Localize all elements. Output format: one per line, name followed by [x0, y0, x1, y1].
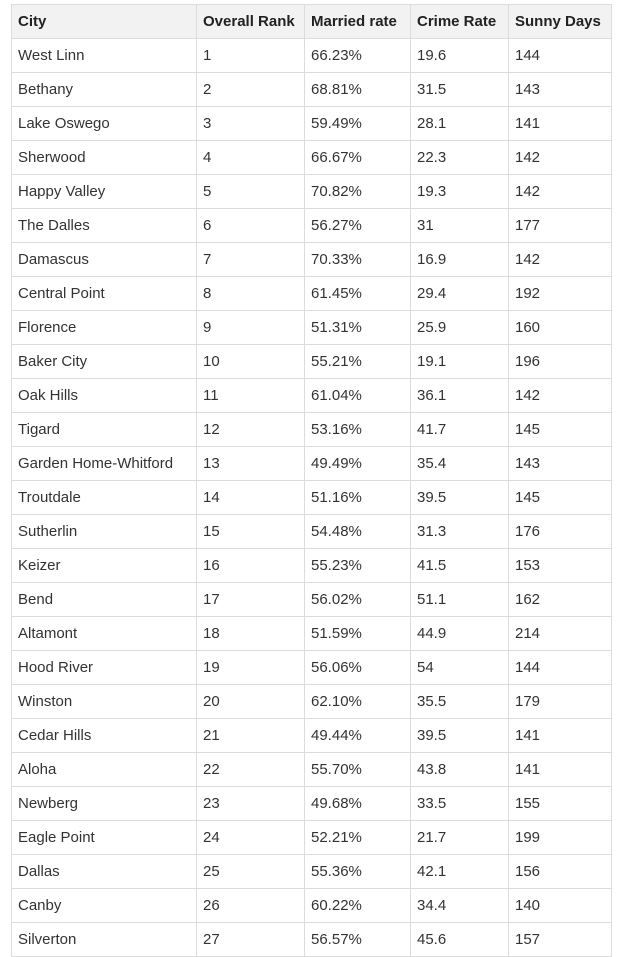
cell-sunny-days: 177: [509, 209, 612, 243]
cell-overall-rank: 25: [197, 855, 305, 889]
cell-overall-rank: 2: [197, 73, 305, 107]
cell-married-rate: 70.33%: [305, 243, 411, 277]
cell-crime-rate: 43.8: [411, 753, 509, 787]
cell-married-rate: 49.68%: [305, 787, 411, 821]
cell-sunny-days: 199: [509, 821, 612, 855]
cell-overall-rank: 10: [197, 345, 305, 379]
cell-sunny-days: 145: [509, 413, 612, 447]
cell-city: Newberg: [12, 787, 197, 821]
cell-sunny-days: 143: [509, 447, 612, 481]
cell-married-rate: 51.16%: [305, 481, 411, 515]
table-row: [12, 549, 612, 583]
cell-crime-rate: 36.1: [411, 379, 509, 413]
cell-city: Sherwood: [12, 141, 197, 175]
cell-crime-rate: 19.1: [411, 345, 509, 379]
table-row: [12, 311, 612, 345]
cell-married-rate: 56.27%: [305, 209, 411, 243]
cell-overall-rank: 11: [197, 379, 305, 413]
cell-city: Bethany: [12, 73, 197, 107]
cell-overall-rank: 16: [197, 549, 305, 583]
table-row: [12, 787, 612, 821]
cell-married-rate: 54.48%: [305, 515, 411, 549]
cell-crime-rate: 21.7: [411, 821, 509, 855]
header-city: City: [12, 5, 197, 39]
cell-overall-rank: 1: [197, 39, 305, 73]
cell-overall-rank: 21: [197, 719, 305, 753]
cell-sunny-days: 156: [509, 855, 612, 889]
cell-city: Damascus: [12, 243, 197, 277]
table-row: [12, 73, 612, 107]
table-row: [12, 481, 612, 515]
cell-overall-rank: 3: [197, 107, 305, 141]
table-row: [12, 39, 612, 73]
table-row: [12, 515, 612, 549]
cell-sunny-days: 141: [509, 107, 612, 141]
table-row: [12, 413, 612, 447]
cell-married-rate: 56.06%: [305, 651, 411, 685]
table-row: [12, 209, 612, 243]
cell-crime-rate: 28.1: [411, 107, 509, 141]
cell-crime-rate: 25.9: [411, 311, 509, 345]
cell-sunny-days: 142: [509, 141, 612, 175]
cell-crime-rate: 31.3: [411, 515, 509, 549]
cell-sunny-days: 196: [509, 345, 612, 379]
cell-sunny-days: 143: [509, 73, 612, 107]
table-row: [12, 243, 612, 277]
cell-overall-rank: 18: [197, 617, 305, 651]
cell-crime-rate: 22.3: [411, 141, 509, 175]
cell-overall-rank: 26: [197, 889, 305, 923]
cell-crime-rate: 29.4: [411, 277, 509, 311]
cell-crime-rate: 35.5: [411, 685, 509, 719]
table-row: [12, 685, 612, 719]
cell-married-rate: 49.49%: [305, 447, 411, 481]
cell-crime-rate: 19.6: [411, 39, 509, 73]
cell-sunny-days: 214: [509, 617, 612, 651]
cell-crime-rate: 42.1: [411, 855, 509, 889]
cell-city: Dallas: [12, 855, 197, 889]
cell-overall-rank: 20: [197, 685, 305, 719]
cell-married-rate: 60.22%: [305, 889, 411, 923]
cell-sunny-days: 160: [509, 311, 612, 345]
table-row: [12, 379, 612, 413]
cell-crime-rate: 31: [411, 209, 509, 243]
cell-city: Silverton: [12, 923, 197, 957]
cell-sunny-days: 162: [509, 583, 612, 617]
cell-overall-rank: 15: [197, 515, 305, 549]
table-row: [12, 107, 612, 141]
cell-married-rate: 66.67%: [305, 141, 411, 175]
cities-table: [11, 4, 612, 957]
cell-sunny-days: 141: [509, 753, 612, 787]
cell-city: Hood River: [12, 651, 197, 685]
cell-married-rate: 49.44%: [305, 719, 411, 753]
cities-table-container: [11, 4, 611, 957]
cell-sunny-days: 192: [509, 277, 612, 311]
cell-overall-rank: 22: [197, 753, 305, 787]
cell-married-rate: 68.81%: [305, 73, 411, 107]
cell-overall-rank: 9: [197, 311, 305, 345]
cell-married-rate: 55.23%: [305, 549, 411, 583]
cell-married-rate: 61.45%: [305, 277, 411, 311]
cell-sunny-days: 155: [509, 787, 612, 821]
cell-city: Keizer: [12, 549, 197, 583]
cell-overall-rank: 12: [197, 413, 305, 447]
table-body: [12, 39, 612, 957]
table-row: [12, 719, 612, 753]
cell-overall-rank: 6: [197, 209, 305, 243]
cell-married-rate: 62.10%: [305, 685, 411, 719]
cell-city: Winston: [12, 685, 197, 719]
cell-overall-rank: 8: [197, 277, 305, 311]
cell-city: Garden Home-Whitford: [12, 447, 197, 481]
cell-overall-rank: 5: [197, 175, 305, 209]
cell-married-rate: 55.21%: [305, 345, 411, 379]
cell-city: West Linn: [12, 39, 197, 73]
table-row: [12, 277, 612, 311]
cell-married-rate: 53.16%: [305, 413, 411, 447]
table-row: [12, 345, 612, 379]
cell-city: Happy Valley: [12, 175, 197, 209]
cell-city: The Dalles: [12, 209, 197, 243]
cell-married-rate: 51.31%: [305, 311, 411, 345]
cell-city: Cedar Hills: [12, 719, 197, 753]
table-header: [12, 5, 612, 39]
cell-sunny-days: 176: [509, 515, 612, 549]
cell-city: Eagle Point: [12, 821, 197, 855]
cell-city: Florence: [12, 311, 197, 345]
cell-married-rate: 55.36%: [305, 855, 411, 889]
cell-overall-rank: 23: [197, 787, 305, 821]
cell-sunny-days: 142: [509, 175, 612, 209]
header-crime-rate: Crime Rate: [411, 5, 509, 39]
cell-crime-rate: 31.5: [411, 73, 509, 107]
cell-married-rate: 66.23%: [305, 39, 411, 73]
cell-sunny-days: 145: [509, 481, 612, 515]
cell-crime-rate: 33.5: [411, 787, 509, 821]
cell-overall-rank: 27: [197, 923, 305, 957]
cell-married-rate: 59.49%: [305, 107, 411, 141]
cell-sunny-days: 140: [509, 889, 612, 923]
table-row: [12, 923, 612, 957]
cell-crime-rate: 44.9: [411, 617, 509, 651]
cell-married-rate: 51.59%: [305, 617, 411, 651]
cell-crime-rate: 35.4: [411, 447, 509, 481]
header-married-rate: Married rate: [305, 5, 411, 39]
cell-crime-rate: 41.7: [411, 413, 509, 447]
cell-city: Aloha: [12, 753, 197, 787]
cell-married-rate: 56.02%: [305, 583, 411, 617]
cell-overall-rank: 13: [197, 447, 305, 481]
table-row: [12, 447, 612, 481]
cell-city: Baker City: [12, 345, 197, 379]
cell-crime-rate: 51.1: [411, 583, 509, 617]
cell-city: Lake Oswego: [12, 107, 197, 141]
cell-overall-rank: 19: [197, 651, 305, 685]
cell-overall-rank: 7: [197, 243, 305, 277]
cell-crime-rate: 45.6: [411, 923, 509, 957]
cell-crime-rate: 41.5: [411, 549, 509, 583]
cell-overall-rank: 4: [197, 141, 305, 175]
cell-sunny-days: 179: [509, 685, 612, 719]
cell-city: Sutherlin: [12, 515, 197, 549]
cell-sunny-days: 144: [509, 651, 612, 685]
table-row: [12, 617, 612, 651]
cell-overall-rank: 14: [197, 481, 305, 515]
table-row: [12, 821, 612, 855]
cell-sunny-days: 144: [509, 39, 612, 73]
table-row: [12, 753, 612, 787]
cell-married-rate: 52.21%: [305, 821, 411, 855]
cell-city: Troutdale: [12, 481, 197, 515]
cell-sunny-days: 142: [509, 379, 612, 413]
cell-crime-rate: 19.3: [411, 175, 509, 209]
cell-married-rate: 56.57%: [305, 923, 411, 957]
cell-sunny-days: 142: [509, 243, 612, 277]
cell-sunny-days: 153: [509, 549, 612, 583]
cell-crime-rate: 34.4: [411, 889, 509, 923]
cell-crime-rate: 39.5: [411, 481, 509, 515]
cell-crime-rate: 54: [411, 651, 509, 685]
table-row: [12, 889, 612, 923]
cell-married-rate: 61.04%: [305, 379, 411, 413]
table-row: [12, 651, 612, 685]
cell-city: Altamont: [12, 617, 197, 651]
cell-city: Bend: [12, 583, 197, 617]
cell-city: Oak Hills: [12, 379, 197, 413]
cell-overall-rank: 17: [197, 583, 305, 617]
cell-overall-rank: 24: [197, 821, 305, 855]
cell-married-rate: 70.82%: [305, 175, 411, 209]
cell-sunny-days: 157: [509, 923, 612, 957]
header-row: [12, 5, 612, 39]
table-row: [12, 855, 612, 889]
cell-married-rate: 55.70%: [305, 753, 411, 787]
cell-sunny-days: 141: [509, 719, 612, 753]
cell-city: Canby: [12, 889, 197, 923]
header-overall-rank: Overall Rank: [197, 5, 305, 39]
cell-city: Tigard: [12, 413, 197, 447]
cell-crime-rate: 16.9: [411, 243, 509, 277]
table-row: [12, 141, 612, 175]
table-row: [12, 175, 612, 209]
table-row: [12, 583, 612, 617]
cell-crime-rate: 39.5: [411, 719, 509, 753]
cell-city: Central Point: [12, 277, 197, 311]
header-sunny-days: Sunny Days: [509, 5, 612, 39]
